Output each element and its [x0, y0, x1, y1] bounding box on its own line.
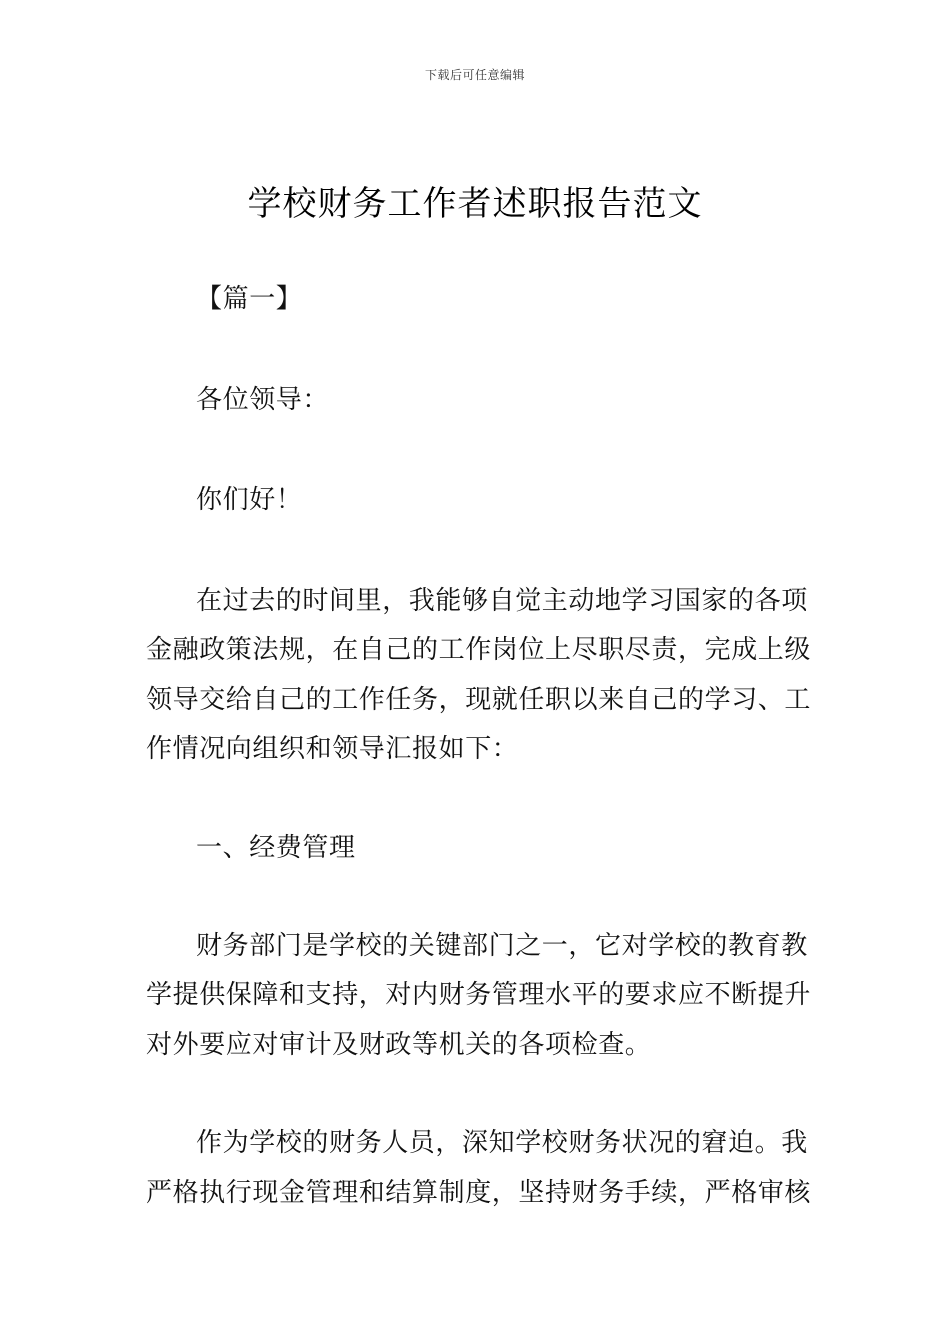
- section-heading: 一、经费管理: [196, 833, 356, 863]
- greeting: 各位领导：: [196, 385, 330, 415]
- paragraph-line: 领导交给自己的工作任务，现就任职以来自己的学习、工: [146, 685, 812, 715]
- paragraph-line: 在过去的时间里，我能够自觉主动地学习国家的各项: [196, 586, 808, 616]
- paragraph-line: 财务部门是学校的关键部门之一，它对学校的教育教: [196, 931, 808, 961]
- paragraph-line: 学提供保障和支持，对内财务管理水平的要求应不断提升: [146, 980, 812, 1010]
- paragraph-line: 金融政策法规，在自己的工作岗位上尽职尽责，完成上级: [146, 635, 812, 665]
- paragraph-line: 对外要应对审计及财政等机关的各项检查。: [146, 1030, 652, 1060]
- header-note: 下载后可任意编辑: [424, 68, 525, 82]
- section-label: 【篇一】: [196, 284, 303, 314]
- paragraph-line: 作情况向组织和领导汇报如下：: [146, 734, 519, 764]
- paragraph-line: 作为学校的财务人员，深知学校财务状况的窘迫。我: [196, 1128, 808, 1158]
- document-title: 学校财务工作者述职报告范文: [247, 184, 703, 224]
- paragraph-line: 严格执行现金管理和结算制度，坚持财务手续，严格审核: [146, 1178, 812, 1208]
- salutation: 你们好！: [196, 485, 303, 515]
